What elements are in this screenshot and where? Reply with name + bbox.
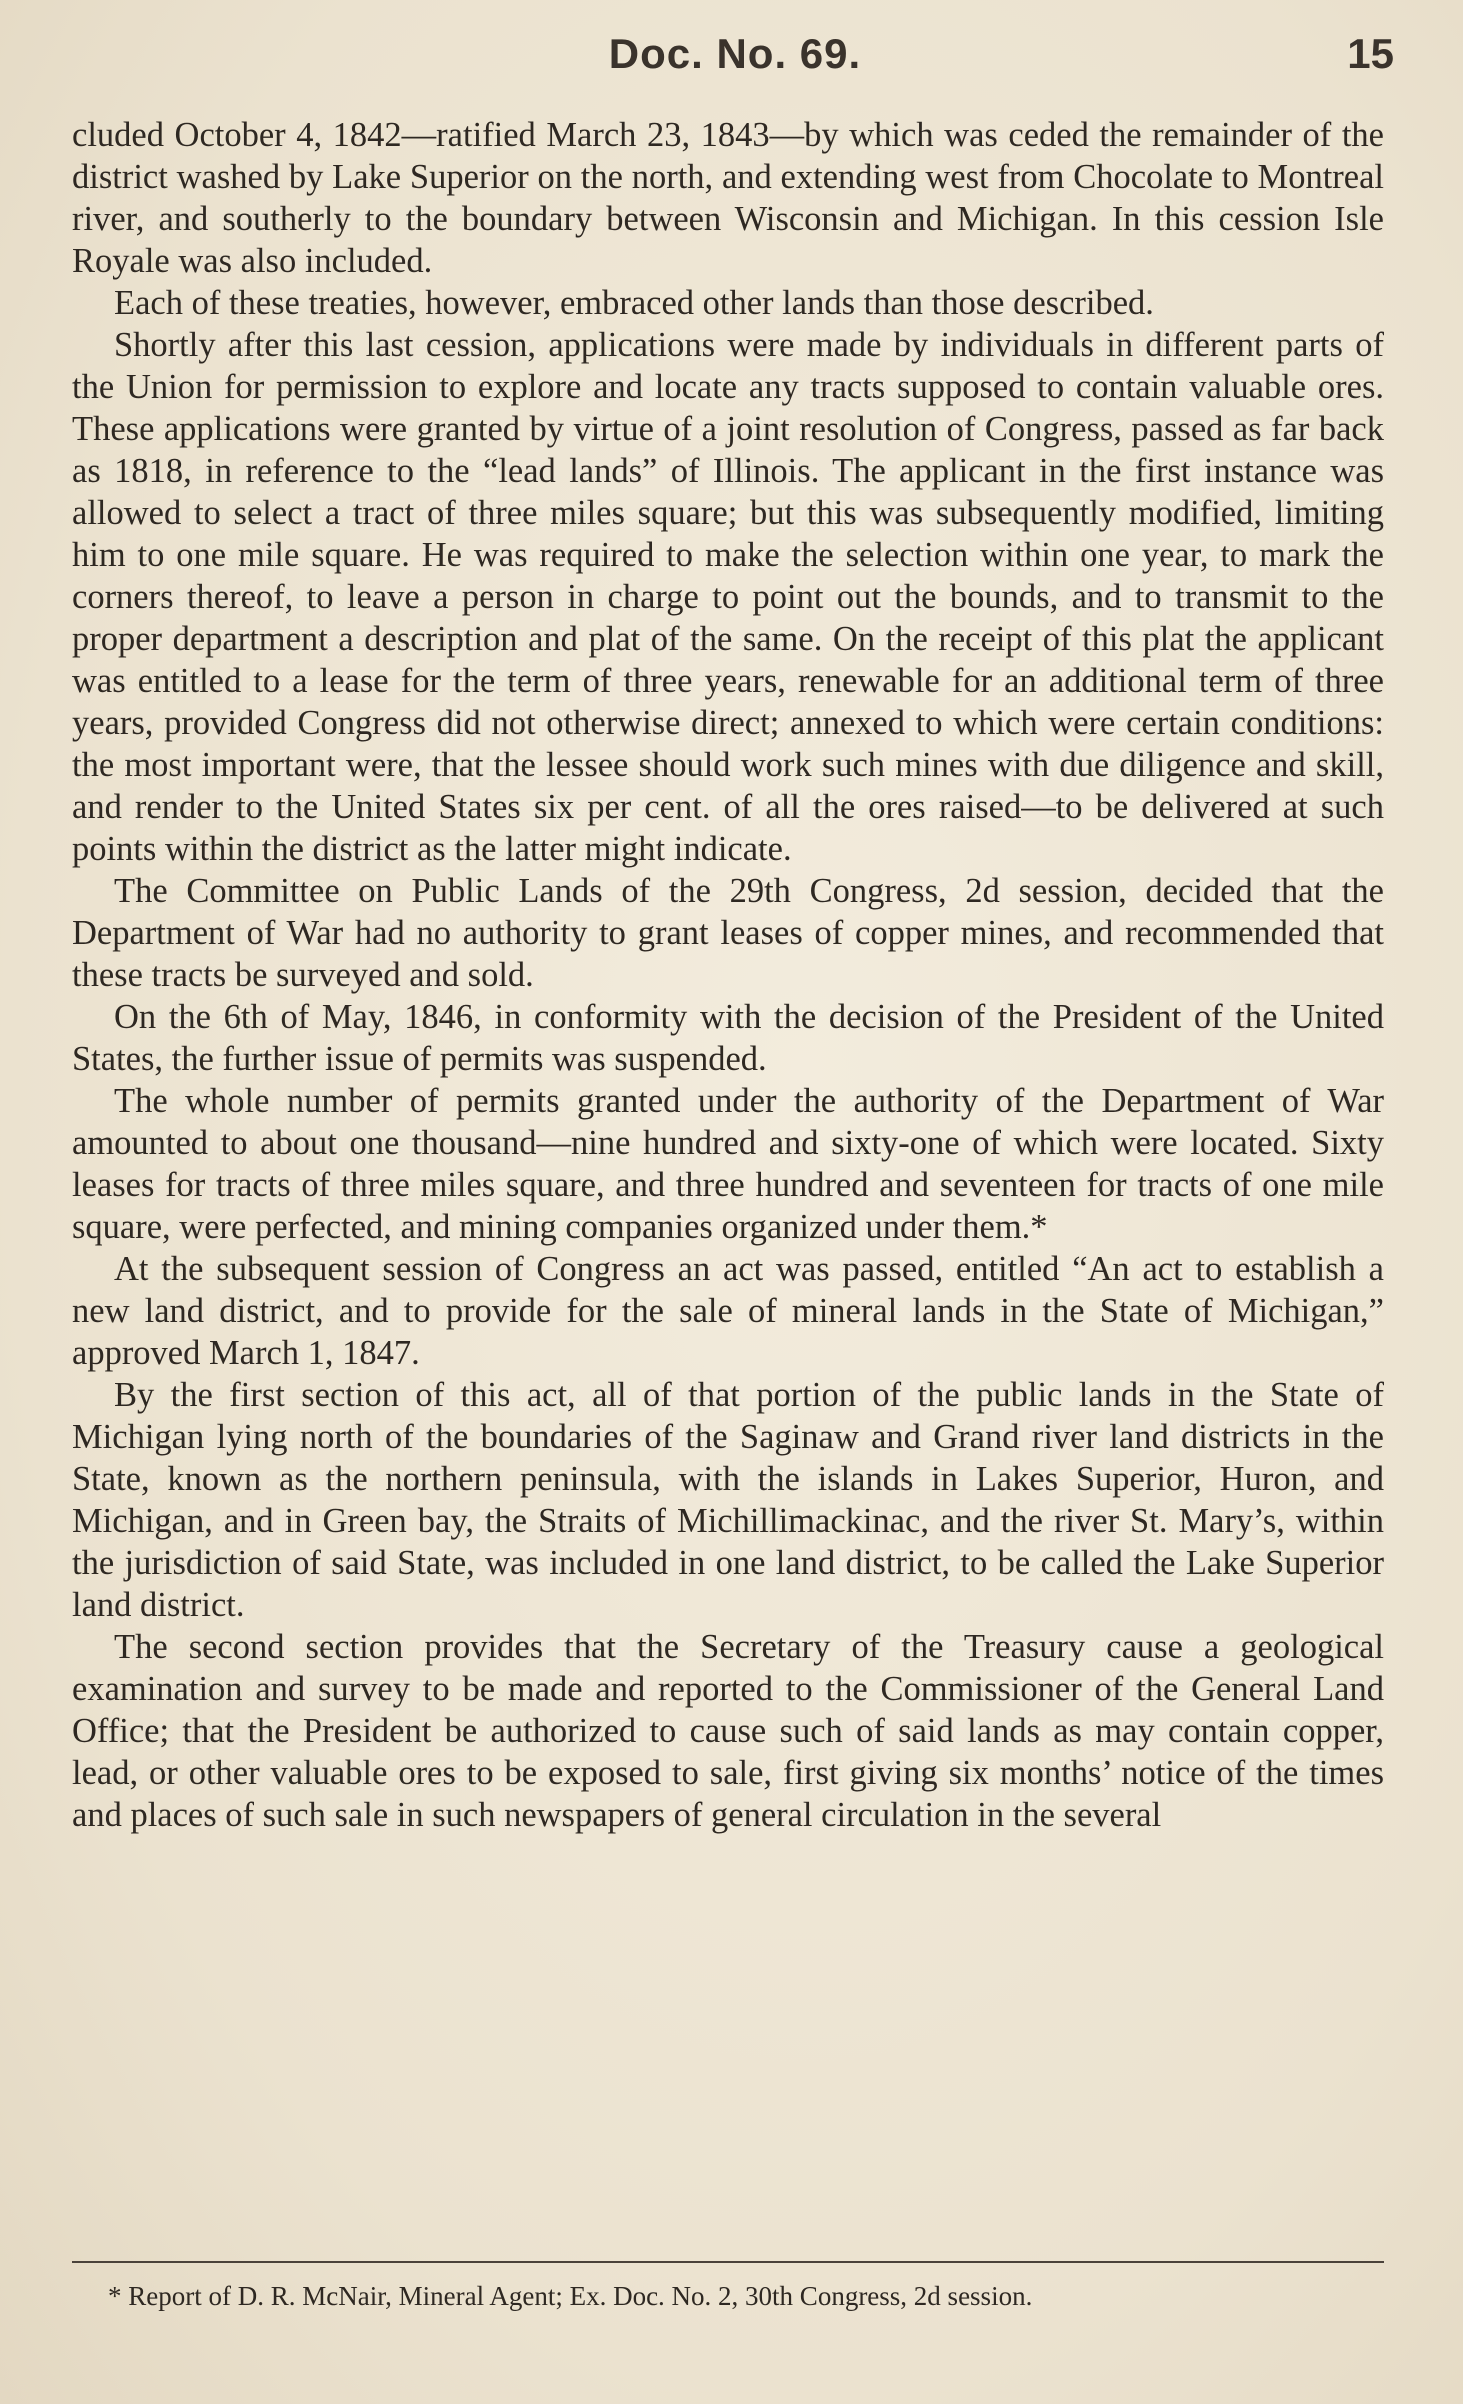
document-title: Doc. No. 69.: [608, 30, 862, 77]
paragraph-3: Shortly after this last cession, applications were made by individuals in different parts of the Union for permission to explore and locate any tracts supposed to contain valuable ores. These applications were granted by virtue of a joint resolution of Congress, passed as far back as 1818, in reference to the “lead lands” of Illinois. The applicant in the first instance was allowed to select a tract of three miles square; but this was subsequently modified, limiting him to one mile square. He was required to make the selection within one year, to mark the corners thereof, to leave a person in charge to point out the bounds, and to transmit to the proper department a description and plat of the same. On the receipt of this plat the applicant was entitled to a lease for the term of three years, renewable for an additional term of three years, provided Congress did not otherwise direct; annexed to which were certain conditions: the most important were, that the lessee should work such mines with due diligence and skill, and render to the United States six per cent. of all the ores raised—to be delivered at such points within the district as the latter might indicate.: [72, 326, 1384, 868]
paragraph-9: The second section provides that the Secretary of the Treasury cause a geological examination and survey to be made and reported to the Commissioner of the General Land Office; that the President be authorized to cause such of said lands as may contain copper, lead, or other valuable ores to be exposed to sale, first giving six months’ notice of the times and places of such sale in such newspapers of general circulation in the several: [72, 1628, 1384, 1834]
paragraph-8: By the first section of this act, all of that portion of the public lands in the State of Michigan lying north of the boundaries of the Saginaw and Grand river land districts in the State, known as the northern peninsula, with the islands in Lakes Superior, Huron, and Michigan, and in Green bay, the Straits of Michillimackinac, and the river St. Mary’s, within the jurisdiction of said State, was included in one land district, to be called the Lake Superior land district.: [72, 1376, 1384, 1624]
page-number: 15: [1347, 30, 1394, 77]
body-text: [72, 114, 1384, 1836]
paragraph-6: The whole number of permits granted under the authority of the Department of War amounted to about one thousand—nine hundred and sixty-one of which were located. Sixty leases for tracts of three miles square, and three hundred and seventeen for tracts of one mile square, were perfected, and mining companies organized under them.*: [72, 1082, 1384, 1246]
footnote-divider: [72, 2261, 1384, 2263]
page-header: [70, 22, 1400, 92]
paragraph-5: On the 6th of May, 1846, in conformity with the decision of the President of the United States, the further issue of permits was suspended.: [72, 998, 1384, 1078]
paragraph-1: cluded October 4, 1842—ratified March 23, 1843—by which was ceded the remainder of the district washed by Lake Superior on the north, and extending west from Chocolate to Montreal river, and southerly to the boundary between Wisconsin and Michigan. In this cession Isle Royale was also included.: [72, 116, 1384, 280]
paragraph-7: At the subsequent session of Congress an act was passed, entitled “An act to establish a new land district, and to provide for the sale of mineral lands in the State of Michigan,” approved March 1, 1847.: [72, 1250, 1384, 1372]
paragraph-2: Each of these treaties, however, embraced other lands than those described.: [114, 284, 1154, 322]
paragraph-4: The Committee on Public Lands of the 29th Congress, 2d session, decided that the Department of War had no authority to grant leases of copper mines, and recommended that these tracts be surveyed and sold.: [72, 872, 1384, 994]
footnote: * Report of D. R. McNair, Mineral Agent; Ex. Doc. No. 2, 30th Congress, 2d session.: [108, 2281, 1033, 2311]
